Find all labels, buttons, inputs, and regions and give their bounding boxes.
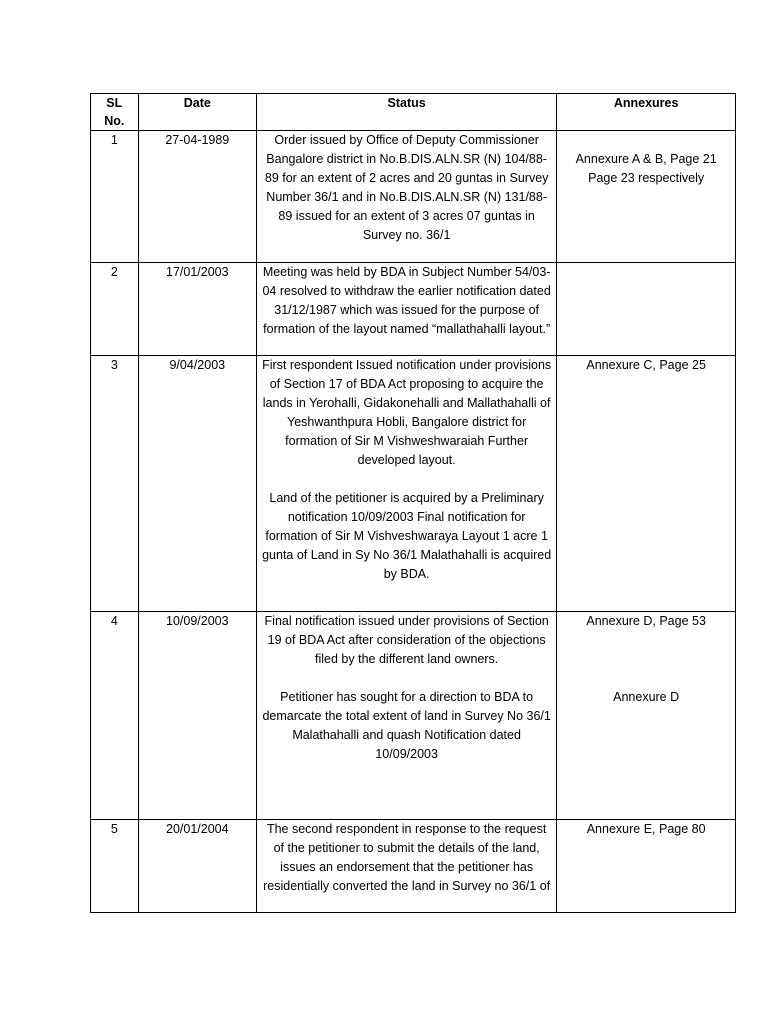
annexure-cell [557,612,736,820]
annexure-cell [557,356,736,612]
header-annexures: Annexures [557,94,736,131]
header-status: Status [257,94,557,131]
status-cell [257,131,557,263]
annexure-text: Annexure D, Page 53 [586,614,706,628]
annexure-cell [557,263,736,356]
table-row [91,820,736,913]
annexure-text: Annexure E, Page 80 [586,822,706,836]
date-cell: 27-04-1989 [138,131,256,263]
sl-cell: 1 [91,131,139,263]
sl-cell: 3 [91,356,139,612]
table-row [91,131,736,263]
status-cell [257,820,557,913]
status-paragraph: Final notification issued under provisions of Section 19 of BDA Act after consideration of the objections filed by the different land owners. [264,614,549,666]
status-paragraph: First respondent Issued notification under provisions of Section 17 of BDA Act proposing to acquire the lands in Yerohalli, Gidakonehalli and Mallathahalli of Yeshwanthpura Hobli, Bangalore district for formation of Sir M Vishweshwaraiah Further developed layout. [262,358,552,467]
status-paragraph: Land of the petitioner is acquired by a Preliminary notification 10/09/2003 Final notification for formation of Sir M Vishveshwaraya Layout 1 acre 1 gunta of Land in Sy No 36/1 Malathahalli is acquired by BDA. [262,491,552,581]
list-of-dates-table [90,93,736,913]
annexure-text: Annexure A & B, Page 21 Page 23 respectively [575,152,717,185]
annexure-text: Annexure D [613,690,680,704]
status-paragraph: Petitioner has sought for a direction to BDA to demarcate the total extent of land in Survey No 36/1 Malathahalli and quash Notification dated 10/09/2003 [262,690,551,761]
table-row [91,612,736,820]
annexure-cell [557,820,736,913]
status-paragraph: Order issued by Office of Deputy Commissioner Bangalore district in No.B.DIS.ALN.SR (N) 104/88-89 for an extent of 2 acres and 20 guntas in Survey Number 36/1 and in No.B.DIS.ALN.SR (N) 131/88-89 issued for an extent of 3 acres 07 guntas in Survey no. 36/1 [264,133,549,242]
date-cell: 17/01/2003 [138,263,256,356]
sl-cell: 2 [91,263,139,356]
date-cell: 20/01/2004 [138,820,256,913]
table-row [91,263,736,356]
status-cell [257,612,557,820]
sl-cell: 4 [91,612,139,820]
status-paragraph: Meeting was held by BDA in Subject Number 54/03-04 resolved to withdraw the earlier notification dated 31/12/1987 which was issued for the purpose of formation of the layout named “mallathahalli layout.” [262,265,551,336]
status-paragraph: The second respondent in response to the request of the petitioner to submit the details of the land, issues an endorsement that the petitioner has residentially converted the land in Survey no 36/1 of [263,822,551,893]
table-row [91,356,736,612]
date-cell: 9/04/2003 [138,356,256,612]
header-sl-no: SL No. [91,94,139,131]
sl-cell: 5 [91,820,139,913]
header-row [91,94,736,131]
date-cell: 10/09/2003 [138,612,256,820]
status-cell [257,356,557,612]
annexure-text: Annexure C, Page 25 [586,358,706,372]
status-cell [257,263,557,356]
annexure-cell [557,131,736,263]
header-date: Date [138,94,256,131]
